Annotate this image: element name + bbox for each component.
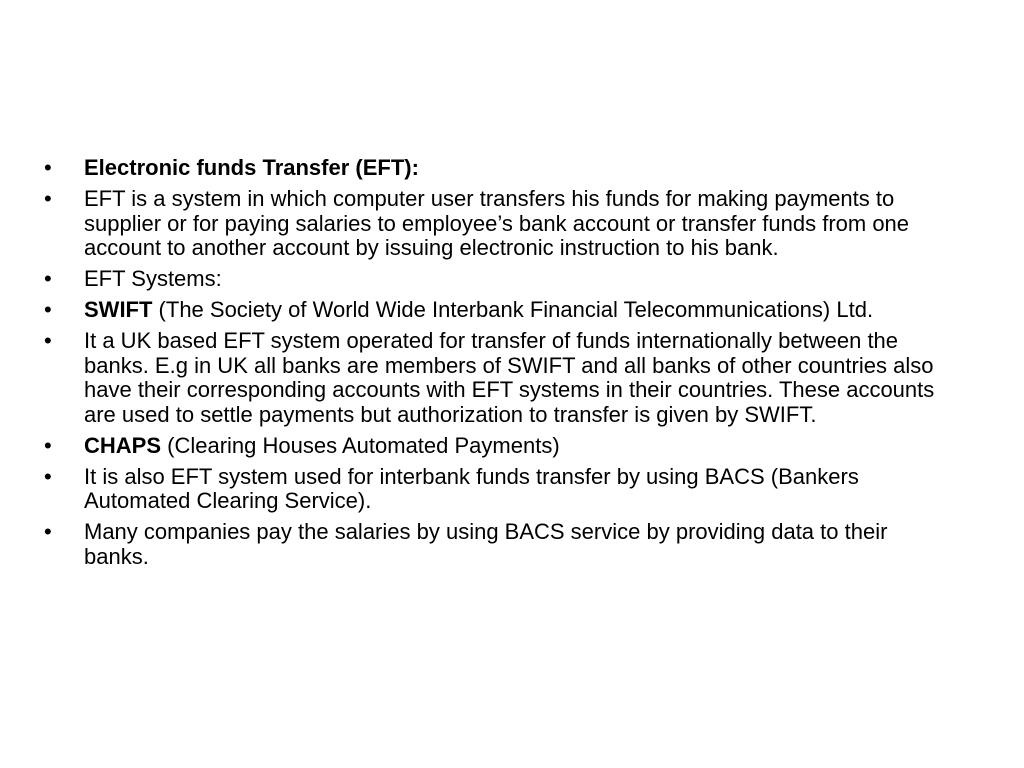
bullet-item-bacs-salaries (44, 520, 944, 569)
bullet-icon: • (44, 155, 52, 180)
bullet-item-chaps (44, 434, 944, 459)
bullet-icon: • (44, 186, 52, 211)
bullet-item-eft-systems (44, 267, 944, 292)
bullet-text: EFT is a system in which computer user transfers his funds for making payments to supplier or for paying salaries to employee’s bank account or transfer funds from one account to another account by issuing electronic instruction to his bank. (84, 186, 910, 260)
bullet-icon: • (44, 297, 52, 322)
bullet-bold-text: Electronic funds Transfer (EFT): (84, 155, 419, 180)
bullet-icon: • (44, 463, 52, 489)
bullet-icon: • (44, 432, 52, 458)
bullet-item-eft-heading (44, 156, 944, 181)
bullet-text: Many companies pay the salaries by using BACS service by providing data to their banks. (84, 519, 888, 569)
bullet-text: It is also EFT system used for interbank funds transfer by using BACS (Bankers Automated Clearing Service). (84, 463, 859, 513)
bullet-icon: • (44, 266, 52, 291)
bullet-bold-text: SWIFT (84, 297, 153, 322)
bullet-icon: • (44, 519, 52, 544)
bullet-text: It a UK based EFT system operated for transfer of funds internationally between the banks. E.g in UK all banks are members of SWIFT and all banks of other countries also have their corresponding accounts with EFT systems in their countries. These accounts are used to settle payments but authorization to transfer is given by SWIFT. (84, 328, 935, 427)
bullet-list (44, 156, 944, 576)
bullet-item-swift-description (44, 329, 944, 427)
bullet-text: (Clearing Houses Automated Payments) (161, 432, 560, 458)
bullet-text: EFT Systems: (84, 266, 222, 291)
bullet-bold-text: CHAPS (84, 432, 162, 458)
bullet-text: (The Society of World Wide Interbank Financial Telecommunications) Ltd. (152, 297, 874, 322)
bullet-item-eft-definition (44, 187, 944, 261)
bullet-item-chaps-description (44, 465, 944, 514)
bullet-item-swift (44, 298, 944, 323)
bullet-icon: • (44, 328, 52, 353)
